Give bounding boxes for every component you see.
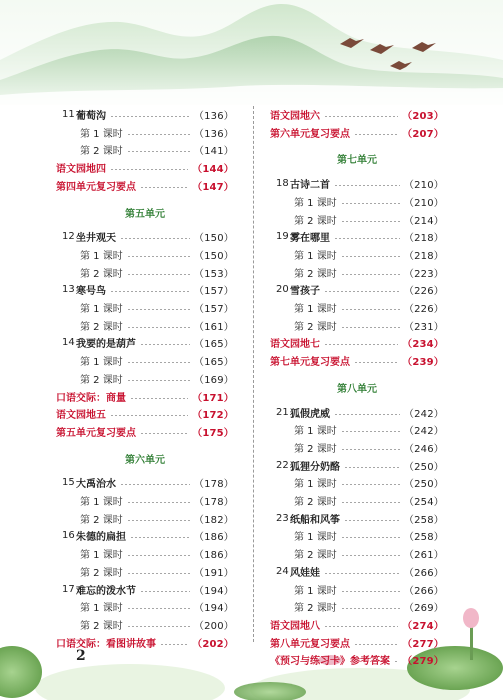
period-entry[interactable] [56, 264, 234, 281]
dot-leader [341, 502, 400, 503]
dot-leader [324, 116, 398, 117]
dot-leader [130, 398, 188, 399]
period-title: 第 1 课时 [294, 250, 337, 262]
lesson-number: 22 [276, 459, 289, 471]
lesson-title: 狐狸分奶酪 [290, 461, 340, 473]
dot-leader [341, 484, 400, 485]
period-entry[interactable] [56, 352, 234, 369]
period-entry[interactable] [270, 492, 444, 509]
page-ref: （165） [193, 357, 234, 369]
period-entry[interactable] [56, 124, 234, 141]
section-entry[interactable] [56, 177, 234, 194]
dot-leader [127, 362, 190, 363]
dot-leader [120, 484, 190, 485]
period-entry[interactable] [270, 211, 444, 228]
entry-title: 第五单元复习要点 [56, 427, 136, 439]
page-ref: （258） [403, 532, 444, 544]
period-title: 第 1 课时 [294, 532, 337, 544]
period-entry[interactable] [56, 545, 234, 562]
dot-leader [341, 449, 400, 450]
page-ref: （141） [193, 146, 234, 158]
page-ref: （161） [193, 321, 234, 333]
page-ref: （202） [192, 638, 234, 650]
page-ref: （234） [402, 339, 444, 351]
dot-leader [127, 309, 190, 310]
page-ref: （254） [403, 497, 444, 508]
lesson-title: 大禹治水 [76, 479, 116, 491]
dot-leader [120, 238, 190, 239]
period-title: 第 1 课时 [80, 497, 123, 508]
period-title: 第 2 课时 [80, 620, 123, 632]
period-entry[interactable] [270, 527, 444, 544]
page-ref: （200） [193, 620, 234, 632]
period-entry[interactable] [56, 598, 234, 615]
lesson-number: 18 [276, 178, 289, 190]
dot-leader [110, 116, 190, 117]
period-title: 第 1 课时 [294, 197, 337, 209]
lesson-entry[interactable] [56, 334, 234, 351]
page-ref: （226） [403, 286, 444, 298]
section-entry[interactable] [56, 159, 234, 176]
mountain-header-illustration [0, 0, 503, 105]
lesson-entry[interactable] [56, 527, 234, 544]
page-ref: （194） [193, 585, 234, 597]
page-ref: （210） [403, 197, 444, 209]
lesson-title: 朱德的扁担 [76, 532, 126, 544]
period-title: 第 1 课时 [294, 585, 337, 597]
column-divider [253, 106, 254, 642]
lesson-entry[interactable] [56, 228, 234, 245]
period-entry[interactable] [56, 510, 234, 527]
lesson-entry[interactable] [270, 281, 444, 298]
entry-title: 第四单元复习要点 [56, 181, 136, 193]
dot-leader [354, 644, 398, 645]
dot-leader [341, 537, 400, 538]
dot-leader [110, 415, 188, 416]
page-ref: （178） [193, 479, 234, 491]
page-ref: （186） [193, 532, 234, 544]
dot-leader [127, 151, 190, 152]
section-entry[interactable] [56, 388, 234, 405]
dot-leader [140, 187, 188, 188]
page-ref: （150） [193, 233, 234, 245]
page-ref: （172） [192, 410, 234, 422]
dot-leader [341, 256, 400, 257]
page-ref: （203） [402, 111, 444, 122]
dot-leader [127, 520, 190, 521]
dot-leader [341, 309, 400, 310]
dot-leader [140, 591, 190, 592]
page-ref: （136） [193, 111, 234, 122]
entry-title: 《预习与练习卡》参考答案 [270, 656, 390, 668]
period-entry[interactable] [270, 439, 444, 456]
period-title: 第 1 课时 [80, 250, 123, 262]
period-title: 第 2 课时 [294, 268, 337, 280]
period-title: 第 2 课时 [294, 603, 337, 615]
period-title: 第 2 课时 [80, 374, 123, 386]
period-title: 第 1 课时 [80, 128, 123, 140]
section-entry[interactable] [270, 124, 444, 141]
page-ref: （242） [403, 426, 444, 438]
entry-title: 口语交际：商量 [56, 392, 126, 404]
lesson-number: 14 [62, 337, 75, 349]
dot-leader [324, 344, 398, 345]
page-ref: （261） [403, 550, 444, 562]
page-ref: （218） [403, 250, 444, 262]
lesson-title: 我要的是葫芦 [76, 339, 136, 351]
period-title: 第 1 课时 [294, 479, 337, 491]
lesson-title: 难忘的泼水节 [76, 585, 136, 597]
page-ref: （266） [403, 567, 444, 579]
lesson-title: 纸船和风筝 [290, 514, 340, 526]
dot-leader [341, 327, 400, 328]
dot-leader [127, 327, 190, 328]
lesson-title: 雾在哪里 [290, 233, 330, 245]
period-entry[interactable] [56, 616, 234, 633]
page-ref: （226） [403, 304, 444, 315]
unit-heading: 第七单元 [337, 155, 377, 167]
page-ref: （218） [403, 233, 444, 245]
page-ref: （269） [403, 603, 444, 615]
page-ref: （157） [193, 304, 234, 315]
period-title: 第 2 课时 [80, 567, 123, 579]
lesson-number: 19 [276, 231, 289, 243]
period-title: 第 2 课时 [294, 443, 337, 455]
dot-leader [140, 433, 188, 434]
page-ref: （144） [192, 164, 234, 176]
dot-leader [341, 555, 400, 556]
period-entry[interactable] [56, 317, 234, 334]
page-ref: （258） [403, 514, 444, 526]
dot-leader [341, 221, 400, 222]
dot-leader [127, 274, 190, 275]
dot-leader [127, 502, 190, 503]
page-ref: （191） [193, 567, 234, 579]
dot-leader [127, 380, 190, 381]
period-entry[interactable] [56, 141, 234, 158]
period-entry[interactable] [270, 246, 444, 263]
dot-leader [324, 573, 400, 574]
page-ref: （150） [193, 250, 234, 262]
dot-leader [341, 608, 400, 609]
page-ref: （266） [403, 585, 444, 597]
section-entry[interactable] [270, 634, 444, 651]
period-title: 第 2 课时 [80, 146, 123, 158]
section-entry[interactable] [56, 405, 234, 422]
period-title: 第 1 课时 [80, 550, 123, 562]
entry-title: 语文园地四 [56, 164, 106, 176]
dot-leader [127, 256, 190, 257]
period-title: 第 2 课时 [294, 497, 337, 508]
lesson-entry[interactable] [56, 474, 234, 491]
entry-title: 语文园地八 [270, 620, 320, 632]
page-ref: （239） [402, 357, 444, 369]
dot-leader [341, 591, 400, 592]
period-entry[interactable] [270, 474, 444, 491]
entry-title: 第八单元复习要点 [270, 638, 350, 650]
page-ref: （246） [403, 443, 444, 455]
unit-heading: 第八单元 [337, 383, 377, 395]
page-ref: （147） [192, 181, 234, 193]
period-entry[interactable] [270, 581, 444, 598]
unit-heading: 第五单元 [125, 208, 165, 220]
section-entry[interactable] [56, 423, 234, 440]
lesson-entry[interactable] [270, 175, 444, 192]
dot-leader [127, 608, 190, 609]
page-ref: （214） [403, 215, 444, 227]
dot-leader [334, 238, 400, 239]
period-entry[interactable] [56, 492, 234, 509]
period-entry[interactable] [270, 299, 444, 316]
page-ref: （178） [193, 497, 234, 508]
entry-title: 口语交际：看图讲故事 [56, 638, 156, 650]
page-ref: （169） [193, 374, 234, 386]
lesson-number: 20 [276, 284, 289, 296]
dot-leader [354, 134, 398, 135]
period-title: 第 1 课时 [80, 304, 123, 315]
period-entry[interactable] [56, 563, 234, 580]
period-title: 第 2 课时 [80, 514, 123, 526]
dot-leader [341, 203, 400, 204]
entry-title: 第六单元复习要点 [270, 128, 350, 140]
lesson-title: 古诗二首 [290, 180, 330, 192]
lesson-entry[interactable] [270, 510, 444, 527]
lesson-number: 15 [62, 477, 75, 489]
lesson-title: 寒号鸟 [76, 286, 106, 298]
page-ref: （279） [402, 656, 444, 668]
period-title: 第 1 课时 [294, 426, 337, 438]
page-ref: （136） [193, 128, 234, 140]
lesson-title: 坐井观天 [76, 233, 116, 245]
page-ref: （165） [193, 339, 234, 351]
period-title: 第 2 课时 [294, 321, 337, 333]
period-entry[interactable] [56, 299, 234, 316]
lesson-title: 葡萄沟 [76, 111, 106, 122]
lesson-number: 16 [62, 530, 75, 542]
page-ref: （157） [193, 286, 234, 298]
dot-leader [324, 291, 400, 292]
unit-heading: 第六单元 [125, 454, 165, 466]
dot-leader [341, 431, 400, 432]
dot-leader [130, 537, 190, 538]
page-ref: （250） [403, 461, 444, 473]
period-title: 第 2 课时 [294, 550, 337, 562]
period-title: 第 1 课时 [80, 603, 123, 615]
lesson-entry[interactable] [56, 281, 234, 298]
dot-leader [344, 467, 400, 468]
section-entry[interactable] [270, 352, 444, 369]
period-entry[interactable] [270, 193, 444, 210]
lesson-entry[interactable] [270, 563, 444, 580]
dot-leader [127, 555, 190, 556]
lesson-number: 23 [276, 512, 289, 524]
period-entry[interactable] [56, 246, 234, 263]
lesson-title: 风娃娃 [290, 567, 320, 579]
period-title: 第 1 课时 [294, 304, 337, 315]
lesson-number: 13 [62, 284, 75, 296]
lesson-entry[interactable] [56, 106, 234, 123]
lesson-title: 狐假虎威 [290, 408, 330, 420]
dot-leader [110, 169, 188, 170]
page-ref: （223） [403, 268, 444, 280]
page-ref: （171） [192, 392, 234, 404]
lesson-number: 11 [62, 109, 75, 120]
lesson-entry[interactable] [270, 457, 444, 474]
dot-leader [341, 274, 400, 275]
dot-leader [127, 573, 190, 574]
entry-title: 语文园地六 [270, 111, 320, 122]
lesson-entry[interactable] [270, 228, 444, 245]
dot-leader [110, 291, 190, 292]
period-entry[interactable] [270, 421, 444, 438]
dot-leader [334, 185, 400, 186]
page-ref: （242） [403, 408, 444, 420]
period-entry[interactable] [270, 264, 444, 281]
dot-leader [127, 626, 190, 627]
page-number: 2 [76, 648, 86, 664]
lesson-number: 24 [276, 565, 289, 577]
page-ref: （274） [402, 620, 444, 632]
lesson-number: 21 [276, 406, 289, 418]
lesson-number: 17 [62, 583, 75, 595]
lesson-entry[interactable] [56, 581, 234, 598]
entry-title: 语文园地七 [270, 339, 320, 351]
dot-leader [324, 626, 398, 627]
entry-title: 第七单元复习要点 [270, 357, 350, 369]
dot-leader [394, 661, 398, 662]
page-ref: （250） [403, 479, 444, 491]
dot-leader [127, 134, 190, 135]
dot-leader [354, 362, 398, 363]
page-ref: （186） [193, 550, 234, 562]
section-entry[interactable] [270, 651, 444, 668]
page-ref: （153） [193, 268, 234, 280]
page-ref: （210） [403, 180, 444, 192]
page-ref: （182） [193, 514, 234, 526]
section-entry[interactable] [270, 616, 444, 633]
period-title: 第 2 课时 [294, 215, 337, 227]
period-title: 第 2 课时 [80, 321, 123, 333]
dot-leader [140, 344, 190, 345]
page-ref: （207） [402, 128, 444, 140]
page-ref: （277） [402, 638, 444, 650]
dot-leader [160, 644, 188, 645]
section-entry[interactable] [270, 334, 444, 351]
period-entry[interactable] [270, 598, 444, 615]
lesson-entry[interactable] [270, 404, 444, 421]
period-title: 第 2 课时 [80, 268, 123, 280]
lesson-number: 12 [62, 231, 75, 243]
lesson-title: 雪孩子 [290, 286, 320, 298]
period-title: 第 1 课时 [80, 357, 123, 369]
dot-leader [344, 520, 400, 521]
page-ref: （175） [192, 427, 234, 439]
period-entry[interactable] [270, 545, 444, 562]
entry-title: 语文园地五 [56, 410, 106, 422]
page-ref: （194） [193, 603, 234, 615]
period-entry[interactable] [270, 317, 444, 334]
page-ref: （231） [403, 321, 444, 333]
period-entry[interactable] [56, 370, 234, 387]
dot-leader [334, 414, 400, 415]
section-entry[interactable] [270, 106, 444, 123]
